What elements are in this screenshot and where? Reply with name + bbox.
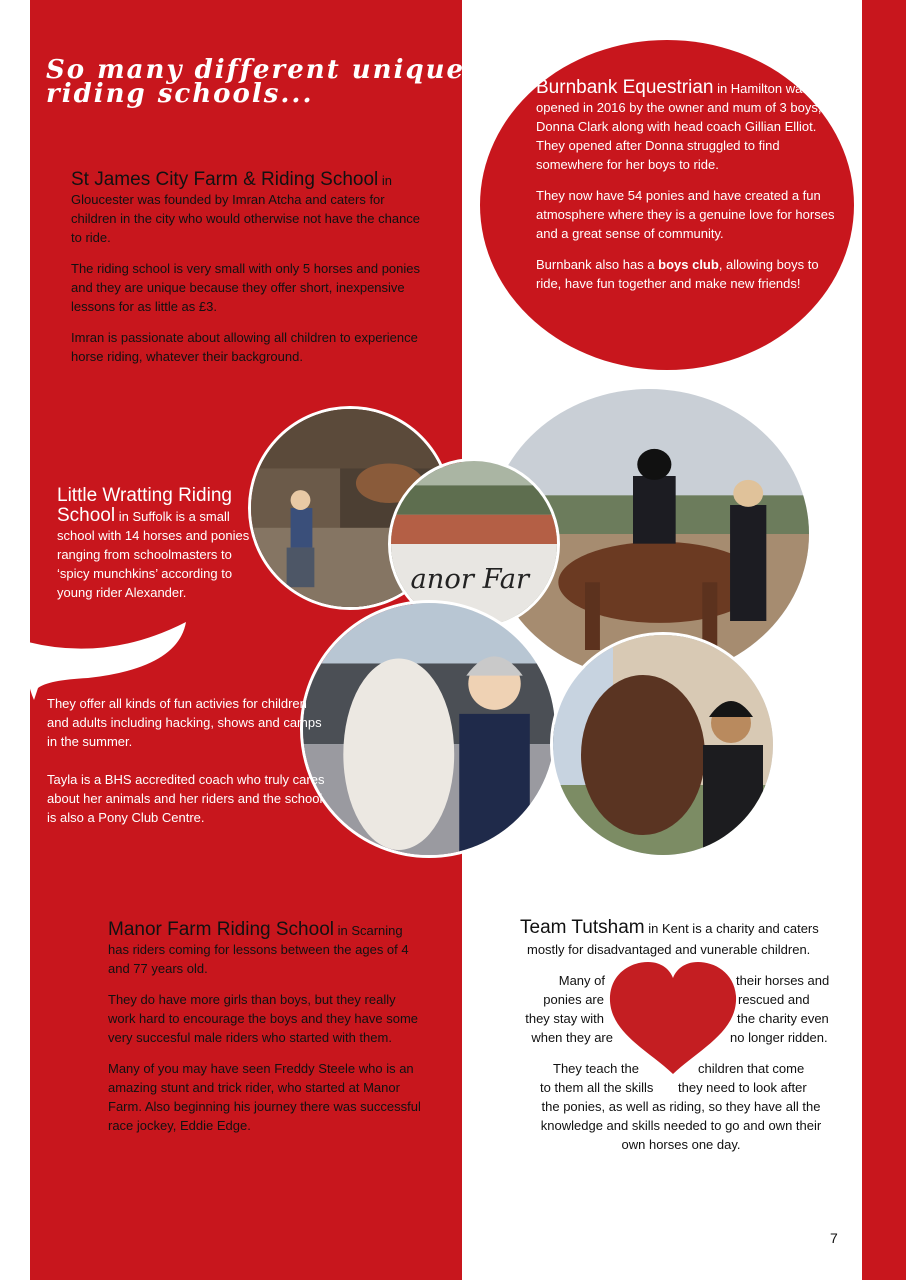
little-wratting-body: [47, 694, 327, 839]
little-wratting-intro-rest: in Suffolk is a small school with 14 horses and ponies ranging from schoolmasters to ‘spicy munchkins’ according to young rider Alexander.: [57, 509, 250, 600]
headline-line-1: So many different unique: [46, 55, 466, 85]
photo-sign-text: anor Far: [410, 563, 530, 595]
tutsham-skills-left: to them all the skills: [540, 1080, 654, 1095]
stjames-name: St James City Farm & Riding School: [71, 169, 379, 190]
burnbank-article: [536, 78, 838, 305]
photo-brown-pony-with-rider: [550, 632, 776, 858]
tutsham-right-line: no longer ridden.: [730, 1030, 828, 1045]
stjames-paragraph-2: The riding school is very small with only 5 horses and ponies and they are unique because they offer short, inexpensive lessons for as little as £3.: [71, 261, 421, 314]
little-wratting-paragraph-3: Tayla is a BHS accredited coach who truly cares about her animals and her riders and the school is also a Pony Club Centre.: [47, 772, 325, 825]
right-red-strip: [862, 0, 906, 1280]
manor-farm-intro-rest: in Scarning has riders coming for lessons between the ages of 4 and 77 years old.: [108, 923, 409, 976]
tutsham-tail: [520, 1097, 842, 1154]
stjames-intro-rest: in Gloucester was founded by Imran Atcha and caters for children in the city who would otherwise not have the chance to ride.: [71, 173, 421, 245]
little-wratting-intro-block: [57, 486, 257, 614]
tutsham-left-line: they stay with: [525, 1011, 604, 1026]
little-wratting-intro: [57, 486, 257, 602]
headline-line-2: riding schools...: [46, 79, 314, 109]
manor-farm-article: [108, 920, 426, 1147]
tutsham-right-line: the charity even: [737, 1011, 829, 1026]
tutsham-teach-right: children that come: [698, 1061, 805, 1076]
tutsham-right-line: rescued and: [738, 992, 810, 1007]
burnbank-name: Burnbank Equestrian: [536, 77, 714, 98]
tutsham-intro-rest: in Kent is a charity and caters: [644, 921, 819, 936]
photo-boy-with-grey-pony: [300, 600, 558, 858]
tutsham-intro: [0, 918, 906, 938]
burnbank-intro: [536, 78, 838, 174]
decorative-swoosh: [28, 620, 190, 700]
manor-farm-name: Manor Farm Riding School: [108, 919, 334, 940]
tutsham-tail-line: own horses one day.: [621, 1137, 741, 1152]
burnbank-paragraph-3: [536, 255, 838, 293]
stjames-article: [71, 170, 423, 378]
manor-farm-paragraph-2: They do have more girls than boys, but they really work hard to encourage the boys and they have some very succesful male riders who started with them.: [108, 992, 419, 1045]
tutsham-teach-left: They teach the: [553, 1061, 639, 1076]
tutsham-tail-line: knowledge and skills needed to go and own their: [540, 1118, 822, 1133]
burnbank-intro-rest: in Hamilton was opened in 2016 by the owner and mum of 3 boys, Donna Clark along with head coach Gillian Elliot. They opened after Donna struggled to find somewhere for her boys to ride.: [536, 81, 822, 172]
tutsham-left-line: when they are: [531, 1030, 613, 1045]
tutsham-right-line: their horses and: [736, 973, 830, 988]
page-number: 7: [830, 1230, 838, 1246]
page-headline: [46, 55, 476, 109]
stjames-intro: [71, 170, 423, 247]
tutsham-skills-right: they need to look after: [678, 1080, 807, 1095]
boys-club-highlight: boys club: [658, 257, 719, 272]
tutsham-intro-line-2: mostly for disadvantaged and vunerable children.: [527, 942, 811, 957]
tutsham-name: Team Tutsham: [520, 917, 645, 938]
burnbank-p3-pre: Burnbank also has a: [536, 257, 659, 272]
tutsham-tail-line: the ponies, as well as riding, so they have all the: [541, 1099, 821, 1114]
stjames-paragraph-3: Imran is passionate about allowing all children to experience horse riding, whatever their background.: [71, 330, 418, 364]
tutsham-left-line: Many of: [558, 973, 605, 988]
burnbank-paragraph-2: They now have 54 ponies and have created a fun atmosphere where they is a genuine love for horses and a great sense of community.: [536, 188, 835, 241]
heart-icon: [608, 962, 738, 1074]
tutsham-left-line: ponies are: [543, 992, 604, 1007]
little-wratting-paragraph-2: They offer all kinds of fun activies for children and adults including hacking, shows and camps in the summer.: [47, 696, 322, 749]
little-wratting-name: Little Wratting Riding School: [57, 485, 232, 526]
manor-farm-paragraph-3: Many of you may have seen Freddy Steele who is an amazing stunt and trick rider, who started at Manor Farm. Also beginning his journey there was successful race jockey, Eddie Edge.: [108, 1061, 421, 1133]
burnbank-p3-post: , allowing boys to ride, have fun together and make new friends!: [536, 257, 819, 291]
